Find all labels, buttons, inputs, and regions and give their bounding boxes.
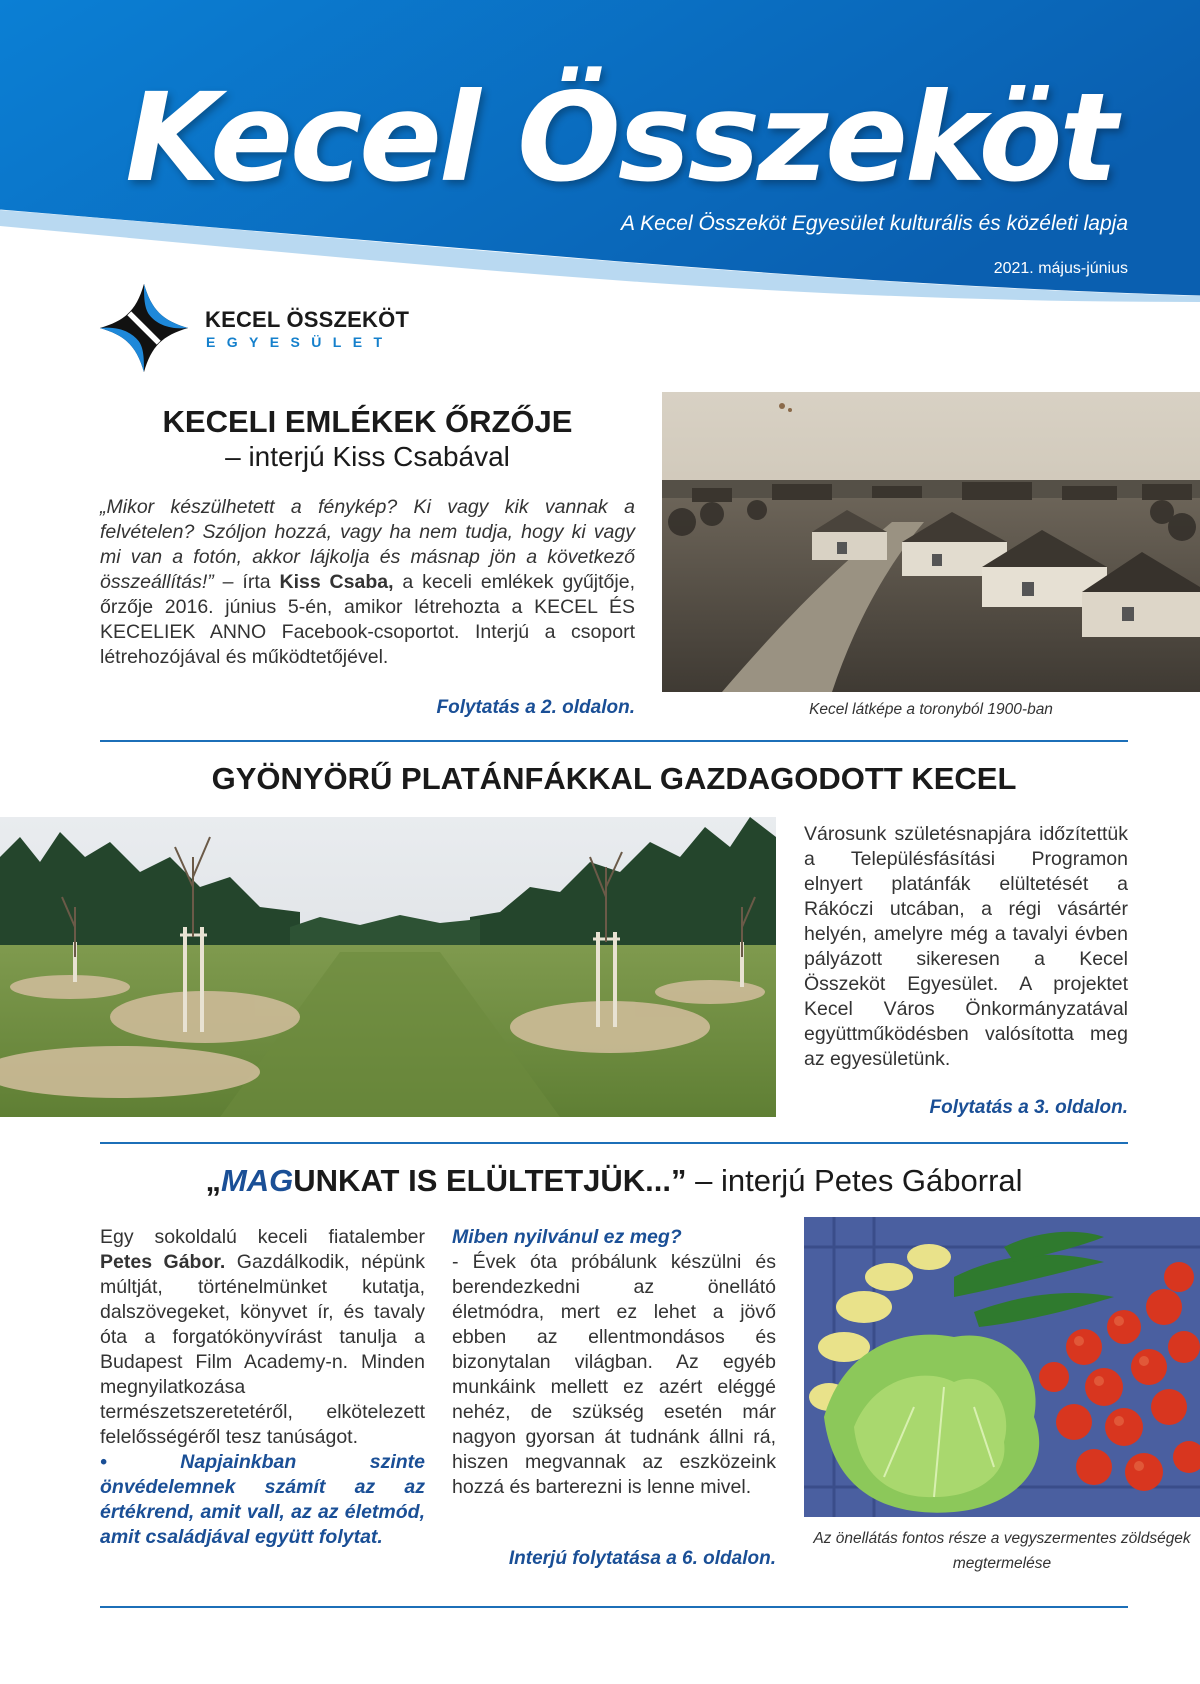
kecel-osszekot-logo-icon [98,282,190,374]
logo-subname: EGYESÜLET [206,334,394,350]
logo-name: KECEL ÖSSZEKÖT [205,307,410,332]
article1-photo-caption: Kecel látképe a toronyból 1900-ban [809,701,1053,718]
section-divider [100,1142,1128,1144]
article3-title-suffix: – interjú Petes Gáborral [686,1163,1023,1198]
article1-author: Kiss Csaba, [279,571,394,593]
article1-subtitle: – interjú Kiss Csabával [225,441,510,472]
vegetables-crate-photo [804,1217,1200,1517]
plane-trees-planting-photo [0,817,776,1117]
article3-intro: Egy sokoldalú keceli fiatalember [100,1226,425,1248]
article2-body: Városunk születésnapjára időzítettük a Településfásítási Programon elnyert platánfák elültetését a Rákóczi utcában, a régi vásártér helyén, amelyre még a tavalyi évben pályázott sikeresen a Kecel Összeköt Egyesület. A projektet Kecel Város Önkormányzatával együttműködésben valósította meg az egyesületünk. [804,823,1128,1070]
article3-pull-quote: • Napjainkban szinte önvédelemnek számít az az értékrend, amit vall, az az életmód, amit családjával együtt folytat. [100,1451,425,1548]
article2-continue-link[interactable]: Folytatás a 3. oldalon. [929,1097,1128,1118]
article1-title: KECELI EMLÉKEK ŐRZŐJE [162,404,573,439]
article1-body-text: a keceli emlékek gyűjtője, őrzője 2016. június 5-én, amikor létrehozta a KECEL ÉS KECELIEK ANNO Facebook-csoportot. Interjú a csoport létrehozójával és működtetőjével. [100,571,635,668]
article1-continue-link[interactable]: Folytatás a 2. oldalon. [436,697,635,718]
masthead-title: Kecel Összeköt [125,67,1115,209]
article3-intro-body: Gazdálkodik, népünk múltját, történelmünket kutatja, dalszövegeket, könyvet ír, és tavaly óta a forgatókönyvírást tanulja a Budapest Film Academy-n. Minden megnyilatkozása természetszeretetéről, elkötelezett felelősségéről tesz tanúságot. [100,1251,425,1448]
article1-body [100,495,635,670]
section-divider [100,740,1128,742]
article3-name: Petes Gábor. [100,1251,226,1273]
article2-title: GYÖNYÖRŰ PLATÁNFÁKKAL GAZDAGODOTT KECEL [211,761,1017,796]
article3-title-rest: UNKAT IS ELÜLTETJÜK...” [293,1163,687,1198]
article3-continue-link[interactable]: Interjú folytatása a 6. oldalon. [508,1548,776,1569]
article3-title-highlight: MAG [220,1163,294,1198]
article1-attrib: – írta [213,571,280,593]
issue-date: 2021. május-június [993,260,1128,277]
article3-answer: - Évek óta próbálunk készülni és berendezkedni az önellátó életmódra, mert ez lehet a jövő ebben az ellentmondásos és bizonytalan világban. Az egyéb munkáink mellett ez azért eléggé nehéz, de szükség esetén már nagyon gyorsan át tudnánk állni rá, hiszen megvannak az eszközeink hozzá és barterezni is lenne mivel. [452,1251,776,1498]
article3-question: Miben nyilvánul ez meg? [452,1226,682,1248]
kecel-panorama-1900-photo [662,392,1200,692]
article3-title-open: „ [205,1163,221,1198]
article3-title [100,1163,1128,1199]
bottom-divider [100,1606,1128,1608]
article3-column1 [100,1225,425,1550]
article3-photo-caption: Az önellátás fontos része a vegyszermentes zöldségek megtermelése [813,1530,1191,1572]
masthead-subtitle: A Kecel Összeköt Egyesület kulturális és közéleti lapja [621,212,1128,235]
article3-column2 [452,1225,776,1500]
article1-quote: „Mikor készülhetett a fénykép? Ki vagy kik vannak a felvételen? Szóljon hozzá, vagy ha nem tudja, hogy ki vagy mi van a fotón, akkor lájkolja és másnap jön a következő összeállítás!” [100,496,635,593]
